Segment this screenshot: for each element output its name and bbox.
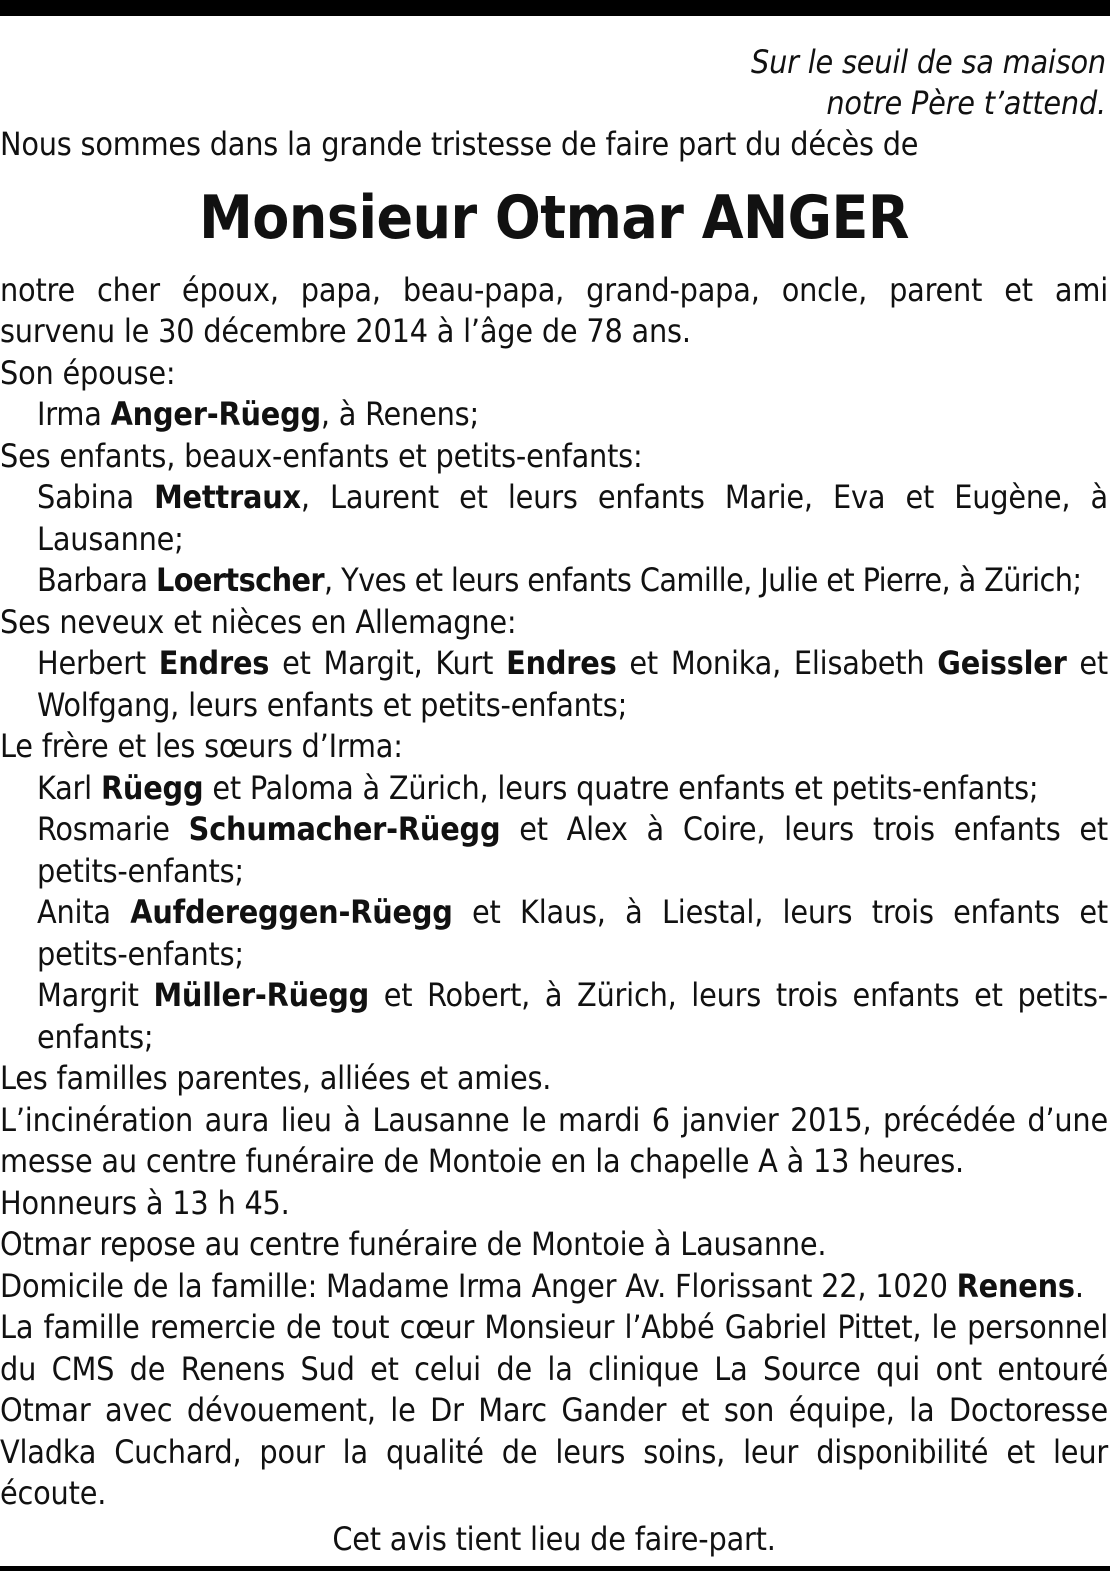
entry-rest: et Robert, à Zürich, leurs trois enfants et petits-enfants; [37,976,1108,1056]
sibling-entry [0,975,1108,1058]
first-name: Margrit [37,976,154,1014]
entry-rest: , Laurent et leurs enfants Marie, Eva et Eugène, à Lausanne; [37,478,1108,558]
children-heading: Ses enfants, beaux-enfants et petits-enfants: [0,436,643,475]
surname: Rüegg [100,768,204,807]
thanks-text: La famille remercie de tout cœur Monsieur l’Abbé Gabriel Pittet, le personnel du CMS de Renens Sud et celui de la clinique La Source qui ont entouré Otmar avec dévouement, le Dr Marc Gander et son équipe, la Doctoresse Vladka Cuchard, pour la qualité de leurs soins, leur disponibilité et leur écoute. [0,1308,1108,1512]
surname: Loertscher [155,561,325,599]
surname: Mettraux [154,478,301,516]
domicile-city: Renens [956,1266,1075,1305]
domicile-text [0,1266,1108,1308]
top-rule [0,0,1110,16]
sibling-entry [0,768,1108,810]
entry-rest: et Klaus, à Liestal, leurs trois enfants et petits-enfants; [37,893,1108,973]
spouse-heading: Son épouse: [0,353,176,392]
bottom-rule [0,1566,1110,1571]
entry-text: et Wolfgang, leurs enfants et petits-enfants; [37,644,1109,724]
ceremony-text: L’incinération aura lieu à Lausanne le mardi 6 janvier 2015, précédée d’une messe au centre funéraire de Montoie en la chapelle A à 13 heures. [0,1100,1108,1180]
first-name: Sabina [37,478,155,516]
rest-place-text: Otmar repose au centre funéraire de Montoie à Lausanne. [0,1225,827,1263]
spouse-entry [0,394,1108,436]
sibling-entry [0,809,1108,892]
description-text: notre cher époux, papa, beau-papa, grand-papa, oncle, parent et ami survenu le 30 décembre 2014 à l’âge de 78 ans. [0,270,1108,350]
families-text: Les familles parentes, alliées et amies. [0,1059,552,1097]
surname: Endres [158,644,270,682]
surname: Schumacher-Rüegg [188,810,501,848]
entry-text: et Monika, Elisabeth [616,644,938,682]
epigraph-line: notre Père t’attend. [826,84,1106,122]
entry-rest: , à Renens; [320,395,479,433]
entry-rest: et Alex à Coire, leurs trois enfants et petits-enfants; [37,810,1108,890]
entry-text: et Margit, Kurt [269,644,507,682]
intro-text: Nous sommes dans la grande tristesse de faire part du décès de [0,125,919,163]
entry-rest: et Paloma à Zürich, leurs quatre enfants et petits-enfants; [203,768,1039,807]
entry-rest: , Yves et leurs enfants Camille, Julie et Pierre, à Zürich; [324,561,1082,599]
surname: Endres [506,644,617,682]
obituary-notice [0,42,1108,1560]
child-entry [0,560,1108,602]
surname: Aufdereggen-Rüegg [130,893,453,931]
nephews-heading: Ses neveux et nièces en Allemagne: [0,602,517,641]
honours-text: Honneurs à 13 h 45. [0,1183,290,1222]
first-name: Rosmarie [37,810,189,848]
domicile-end: . [1074,1266,1084,1305]
siblings-heading: Le frère et les sœurs d’Irma: [0,727,403,765]
child-entry [0,477,1108,560]
entry-text: Herbert [37,644,159,682]
domicile-address: Domicile de la famille: Madame Irma Anger Av. Florissant 22, 1020 [0,1266,957,1305]
sibling-entry [0,892,1108,975]
epigraph [0,42,1108,124]
epigraph-line: Sur le seuil de sa maison [751,43,1106,81]
closing-text: Cet avis tient lieu de faire-part. [332,1519,776,1558]
deceased-name: Monsieur Otmar ANGER [199,182,909,253]
surname: Anger-Rüegg [110,395,321,433]
first-name: Irma [37,395,111,433]
first-name: Karl [37,768,101,807]
nephews-entry [0,643,1108,726]
first-name: Anita [37,893,131,931]
first-name: Barbara [37,561,156,599]
surname: Geissler [937,644,1067,682]
surname: Müller-Rüegg [153,976,370,1014]
